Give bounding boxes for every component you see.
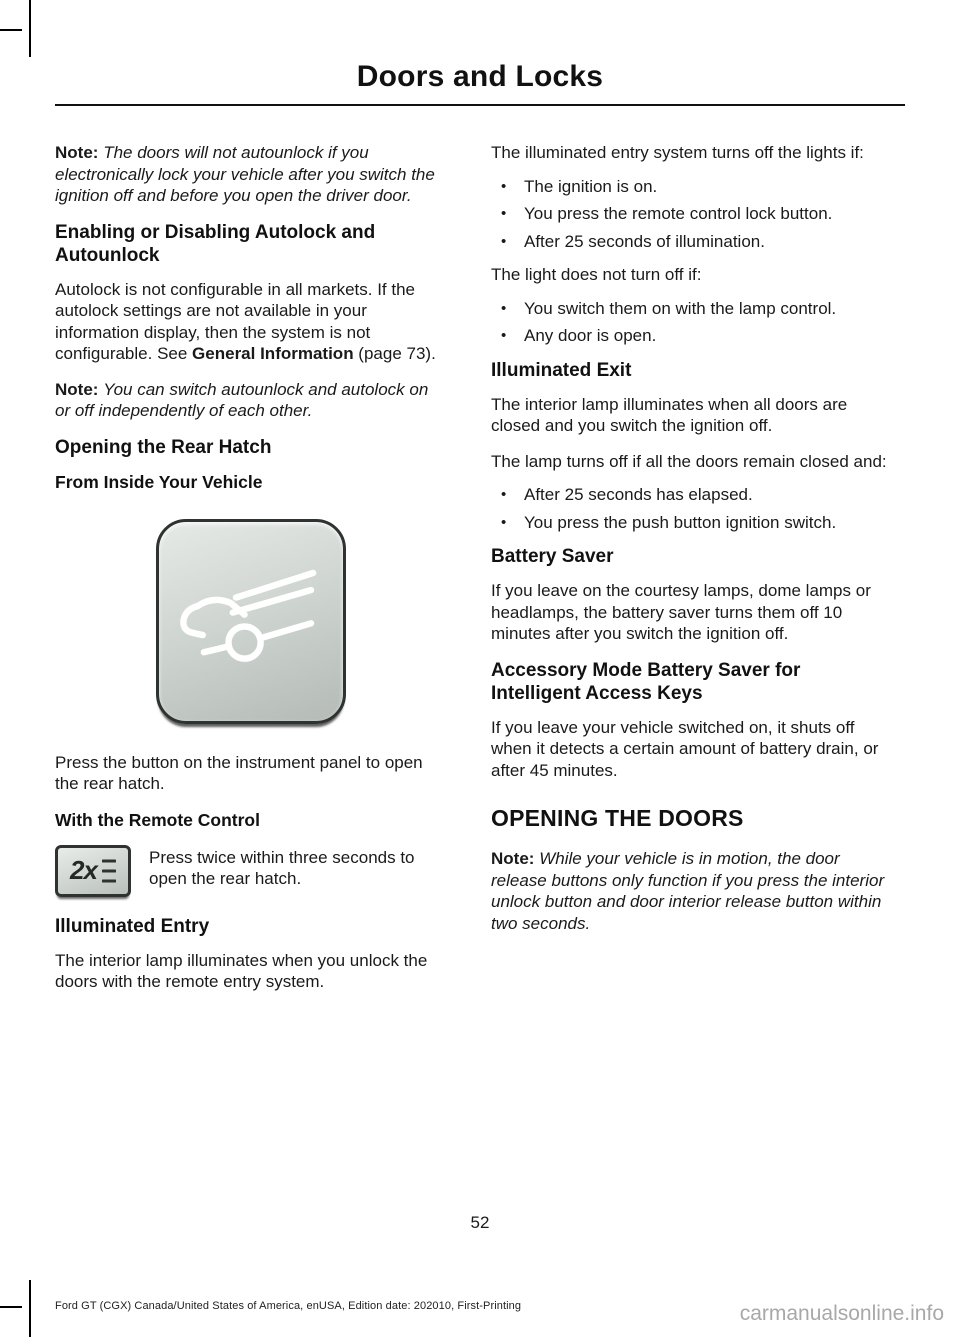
- instrument-panel-paragraph: Press the button on the instrument panel to open the rear hatch.: [55, 752, 423, 793]
- note-label: Note:: [55, 143, 99, 162]
- entry-off-bullet-list: [491, 176, 891, 253]
- accessory-mode-paragraph: If you leave your vehicle switched on, it shuts off when it detects a certain amount of battery drain, or after 45 minutes.: [491, 717, 879, 780]
- remote-2x-label: 2x: [70, 855, 97, 885]
- chapter-heading-opening-the-doors: OPENING THE DOORS: [491, 805, 744, 831]
- list-item: • You press the remote control lock button.: [491, 203, 891, 225]
- list-item: • After 25 seconds of illumination.: [491, 231, 891, 253]
- section-heading-accessory-mode: Accessory Mode Battery Saver for Intelligent Access Keys: [491, 659, 801, 704]
- content-columns: [55, 142, 905, 1007]
- illuminated-exit-paragraph-2: The lamp turns off if all the doors remain closed and:: [491, 451, 887, 471]
- note-label: Note:: [491, 849, 535, 868]
- remote-control-row: [55, 845, 447, 897]
- note-paragraph-independent: [55, 379, 447, 422]
- no-off-bullet-list: [491, 298, 891, 347]
- section-heading-autolock: Enabling or Disabling Autolock and Autounlock: [55, 221, 376, 266]
- edition-note: Ford GT (CGX) Canada/United States of America, enUSA, Edition date: 202010, First-Printing: [55, 1300, 522, 1312]
- rear-hatch-button-figure: [153, 519, 349, 724]
- section-heading-illuminated-entry: Illuminated Entry: [55, 915, 210, 937]
- note-paragraph-autounlock: [55, 142, 447, 207]
- battery-saver-paragraph: If you leave on the courtesy lamps, dome lamps or headlamps, the battery saver turns them off 10 minutes after you switch the ignition off.: [491, 581, 871, 643]
- remote-control-paragraph: Press twice within three seconds to open the rear hatch.: [149, 847, 415, 888]
- page-number: 52: [470, 1213, 490, 1232]
- header-divider: [55, 104, 905, 106]
- crop-mark-bottom-left-horizontal: [0, 1306, 22, 1308]
- autolock-paragraph-page-ref: (page 73).: [353, 344, 436, 363]
- autolock-paragraph: [55, 279, 447, 365]
- subheading-from-inside-vehicle: From Inside Your Vehicle: [55, 471, 263, 492]
- list-item: • You press the push button ignition switch.: [491, 512, 891, 534]
- note-text: You can switch autounlock and autolock on or off independently of each other.: [55, 379, 429, 420]
- crop-mark-bottom-left-vertical: [29, 1280, 31, 1337]
- list-item: • You switch them on with the lamp control.: [491, 298, 891, 320]
- entry-off-intro-paragraph: The illuminated entry system turns off the lights if:: [491, 143, 864, 162]
- press-motion-lines-icon: [102, 856, 116, 886]
- crop-mark-top-left-vertical: [29, 0, 31, 57]
- autolock-paragraph-text: Autolock is not configurable in all markets. If the autolock settings are not available in your information display, then the system is not configurable. See: [55, 279, 416, 363]
- crop-mark-top-left-horizontal: [0, 29, 22, 31]
- right-column: [491, 142, 891, 1007]
- list-item: • After 25 seconds has elapsed.: [491, 484, 891, 506]
- section-heading-rear-hatch: Opening the Rear Hatch: [55, 436, 272, 458]
- illuminated-exit-bullet-list: [491, 484, 891, 533]
- illuminated-exit-paragraph-1: The interior lamp illuminates when all doors are closed and you switch the ignition off.: [491, 394, 848, 435]
- note-text: The doors will not autounlock if you electronically lock your vehicle after you switch the ignition off and before you open the driver door.: [55, 143, 435, 205]
- cross-reference-general-information: General Information: [192, 344, 354, 363]
- car-rear-hatch-open-icon: [176, 544, 326, 699]
- subheading-with-remote-control: With the Remote Control: [55, 809, 260, 830]
- list-item: • Any door is open.: [491, 325, 891, 347]
- list-item: • The ignition is on.: [491, 176, 891, 198]
- left-column: [55, 142, 447, 1007]
- rear-hatch-button-image: [156, 519, 346, 724]
- illuminated-entry-paragraph: The interior lamp illuminates when you unlock the doors with the remote entry system.: [55, 950, 428, 991]
- remote-press-twice-icon: [55, 845, 131, 897]
- note-paragraph-opening-doors: [491, 848, 891, 934]
- note-label: Note:: [55, 379, 99, 399]
- section-heading-battery-saver: Battery Saver: [491, 546, 614, 567]
- page-title: Doors and Locks: [356, 60, 604, 93]
- section-heading-illuminated-exit: Illuminated Exit: [491, 359, 632, 381]
- watermark: carmanualsonline.info: [739, 1302, 944, 1325]
- note-text: While your vehicle is in motion, the door release buttons only function if you press the interior unlock button and door interior release button within two seconds.: [491, 849, 885, 933]
- no-off-intro-paragraph: The light does not turn off if:: [491, 265, 702, 284]
